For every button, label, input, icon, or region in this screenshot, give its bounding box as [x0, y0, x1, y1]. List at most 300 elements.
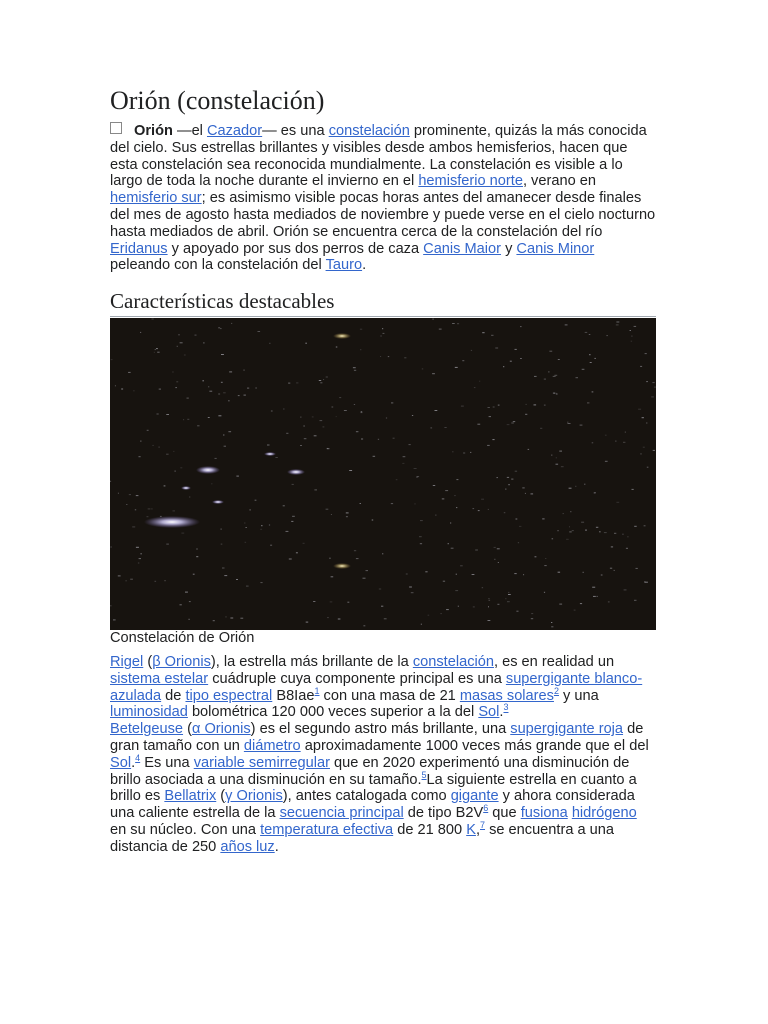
faint-star — [157, 352, 159, 353]
faint-star — [458, 606, 459, 607]
faint-star — [255, 388, 256, 389]
faint-star — [360, 349, 361, 350]
link-constelacion[interactable]: constelación — [328, 123, 410, 139]
link-sistema-estelar[interactable]: sistema estelar — [110, 670, 209, 687]
faint-star — [551, 455, 552, 456]
faint-star — [173, 510, 176, 511]
faint-star — [614, 533, 616, 534]
faint-star — [403, 456, 406, 457]
ref-5[interactable]: 5 — [421, 769, 427, 780]
faint-star — [384, 618, 387, 619]
faint-star — [646, 381, 648, 382]
faint-star — [444, 427, 446, 428]
faint-star — [420, 520, 423, 521]
faint-star — [148, 508, 151, 509]
text: . — [274, 838, 279, 855]
faint-star — [583, 572, 584, 573]
faint-star — [574, 610, 576, 611]
faint-star — [516, 519, 518, 520]
faint-star — [260, 582, 262, 583]
text: que en 2020 experimentó una disminución de brillo asociada a una disminución en su tamaño. — [110, 754, 630, 788]
faint-star — [497, 548, 500, 549]
faint-star — [568, 423, 571, 424]
faint-star — [363, 625, 365, 626]
faint-star — [319, 380, 321, 381]
faint-star — [442, 498, 445, 499]
faint-star — [304, 438, 307, 439]
link-bellatrix[interactable]: Bellatrix — [164, 788, 217, 805]
faint-star — [379, 589, 381, 590]
faint-star — [224, 446, 226, 447]
faint-star — [653, 450, 655, 451]
text: en su núcleo. Con una — [110, 821, 261, 838]
link-hemisferio-norte[interactable]: hemisferio norte — [418, 173, 523, 190]
ref-2[interactable]: 2 — [553, 685, 559, 696]
faint-star — [592, 442, 594, 443]
text: cuádruple cuya componente principal es una — [208, 670, 506, 687]
faint-star — [222, 568, 225, 569]
faint-star — [535, 556, 537, 557]
faint-star — [548, 371, 549, 372]
faint-star — [382, 553, 383, 554]
faint-star — [487, 445, 490, 446]
faint-star — [623, 442, 625, 443]
faint-star — [329, 558, 331, 559]
faint-star — [652, 382, 654, 383]
faint-star — [474, 387, 476, 388]
faint-star — [409, 444, 411, 445]
faint-star — [132, 526, 135, 527]
faint-star — [592, 587, 595, 588]
faint-star — [496, 477, 498, 478]
faint-star — [121, 389, 123, 390]
faint-star — [220, 328, 221, 329]
link-secuencia-principal[interactable]: secuencia principal — [279, 805, 404, 822]
text: . — [362, 257, 367, 274]
faint-star — [189, 497, 190, 498]
text: B8Iae — [272, 687, 315, 704]
faint-star — [472, 574, 475, 575]
faint-star — [507, 477, 509, 478]
ref-6[interactable]: 6 — [483, 803, 489, 814]
faint-star — [421, 624, 422, 625]
link-hidrogeno[interactable]: hidrógeno — [571, 805, 637, 822]
link-supergigante-blanco-azulada[interactable]: supergigante blanco-azulada — [110, 670, 643, 704]
faint-star — [531, 613, 533, 614]
ref-1[interactable]: 1 — [314, 685, 320, 696]
faint-star — [575, 486, 576, 487]
faint-star — [647, 467, 649, 468]
text: . — [499, 704, 504, 721]
link-tipo-espectral[interactable]: tipo espectral — [185, 687, 273, 704]
faint-star — [439, 329, 442, 330]
link-betelgeuse[interactable]: Betelgeuse — [110, 721, 184, 738]
faint-star — [314, 489, 317, 490]
link-cazador[interactable]: Cazador — [206, 123, 263, 139]
faint-star — [339, 397, 341, 398]
faint-star — [544, 565, 546, 566]
faint-star — [488, 606, 489, 607]
link-sol-2[interactable]: Sol — [110, 754, 132, 771]
faint-star — [542, 518, 544, 519]
faint-star — [383, 333, 385, 334]
faint-star — [482, 587, 483, 588]
link-constelacion-2[interactable]: constelación — [412, 654, 494, 670]
star — [333, 333, 351, 339]
faint-star — [223, 435, 224, 436]
faint-star — [373, 456, 376, 457]
faint-star — [320, 420, 323, 421]
faint-star — [139, 558, 141, 559]
faint-star — [292, 484, 294, 485]
faint-star — [330, 601, 333, 602]
faint-star — [152, 445, 153, 446]
faint-star — [208, 386, 209, 387]
faint-star — [493, 407, 495, 408]
faint-star — [654, 387, 656, 388]
faint-star — [625, 432, 626, 433]
faint-star — [584, 484, 585, 485]
faint-star — [255, 500, 257, 501]
faint-star — [228, 400, 230, 401]
faint-star — [417, 476, 420, 477]
faint-star — [159, 447, 160, 448]
faint-star — [498, 405, 500, 406]
faint-star — [594, 358, 596, 359]
orion-photo — [110, 318, 656, 630]
text: de — [161, 687, 186, 704]
faint-star — [135, 509, 136, 510]
faint-star — [488, 407, 490, 408]
faint-star — [133, 390, 134, 391]
faint-star — [599, 531, 601, 532]
faint-star — [608, 601, 610, 602]
link-canis-minor[interactable]: Canis Minor — [516, 240, 595, 257]
intro-bold-term: Orión — [134, 123, 173, 139]
faint-star — [534, 404, 537, 405]
faint-star — [246, 527, 247, 528]
faint-star — [354, 370, 356, 371]
link-diametro[interactable]: diámetro — [243, 737, 301, 754]
link-fusiona[interactable]: fusiona — [520, 805, 568, 822]
faint-star — [118, 493, 119, 494]
faint-star — [128, 372, 131, 373]
faint-star — [354, 404, 355, 405]
text: ( — [216, 788, 226, 805]
faint-star — [456, 574, 457, 575]
faint-star — [218, 394, 220, 395]
faint-star — [563, 513, 564, 514]
text: ; es asimismo visible pocas horas antes del amanecer desde finales del mes de agosto hasta mediados de noviembre y puede verse en el cielo nocturno hasta mediados de abril. Orión se encuentra cerca de la constelación del río — [110, 190, 656, 240]
faint-star — [425, 571, 427, 572]
faint-star — [346, 516, 348, 517]
faint-star — [587, 402, 589, 403]
faint-star — [528, 449, 530, 450]
faint-star — [247, 388, 249, 389]
faint-star — [460, 565, 463, 566]
faint-star — [147, 430, 149, 431]
faint-star — [491, 335, 493, 336]
faint-star — [511, 423, 514, 424]
faint-star — [331, 514, 332, 515]
star — [264, 452, 276, 456]
faint-star — [522, 487, 524, 488]
faint-star — [531, 493, 534, 494]
faint-star — [644, 525, 646, 526]
text: aproximadamente 1000 veces más grande que el del — [300, 737, 649, 754]
text: — es una — [262, 123, 329, 139]
text: ) es el segundo astro más brillante, una — [250, 721, 511, 738]
faint-star — [356, 558, 359, 559]
faint-star — [221, 382, 223, 383]
faint-star — [440, 613, 441, 614]
text: de gran tamaño con un — [110, 721, 644, 754]
text: ), la estrella más brillante de la — [210, 654, 413, 670]
star — [181, 486, 191, 490]
link-supergigante-roja[interactable]: supergigante roja — [510, 721, 624, 738]
faint-star — [213, 620, 215, 621]
faint-star — [523, 574, 524, 575]
faint-star — [534, 376, 537, 377]
faint-star — [189, 619, 190, 620]
faint-star — [471, 350, 472, 351]
faint-star — [638, 409, 641, 410]
faint-star — [489, 600, 491, 601]
ref-4[interactable]: 4 — [135, 752, 141, 763]
link-masas-solares[interactable]: masas solares — [459, 687, 554, 704]
faint-star — [470, 452, 471, 453]
faint-star — [580, 603, 582, 604]
faint-star — [180, 467, 182, 468]
link-rigel[interactable]: Rigel — [110, 654, 144, 670]
faint-star — [323, 379, 324, 380]
faint-star — [610, 568, 612, 569]
text: y apoyado por sus dos perros de caza — [167, 240, 424, 257]
faint-star — [320, 382, 322, 383]
faint-star — [261, 525, 262, 526]
faint-star — [111, 359, 113, 360]
faint-star — [515, 349, 517, 350]
faint-star — [558, 572, 561, 573]
text: con una masa de 21 — [319, 687, 460, 704]
faint-star — [473, 606, 475, 607]
faint-star — [566, 539, 569, 540]
faint-star — [354, 550, 356, 551]
faint-star — [508, 592, 509, 593]
text: bolométrica 120 000 veces superior a la del — [187, 704, 479, 721]
text: de tipo B2V — [403, 805, 484, 822]
faint-star — [455, 367, 458, 368]
faint-star — [382, 328, 383, 329]
faint-star — [592, 391, 594, 392]
link-anos-luz[interactable]: años luz — [220, 838, 275, 855]
faint-star — [626, 548, 628, 549]
link-temperatura-efectiva[interactable]: temperatura efectiva — [260, 821, 394, 838]
link-gigante[interactable]: gigante — [450, 788, 499, 805]
faint-star — [461, 406, 464, 407]
faint-star — [488, 509, 489, 510]
faint-star — [567, 422, 568, 423]
faint-star — [110, 547, 112, 548]
faint-star — [220, 529, 222, 530]
faint-star — [244, 395, 246, 396]
faint-star — [482, 332, 484, 333]
star — [287, 469, 305, 475]
faint-star — [525, 414, 527, 415]
faint-star — [455, 590, 458, 591]
faint-star — [478, 510, 480, 511]
faint-star — [202, 380, 204, 381]
faint-star — [267, 445, 270, 446]
faint-star — [443, 581, 445, 582]
faint-star — [177, 346, 178, 347]
faint-star — [338, 619, 341, 620]
body-paragraph — [110, 654, 656, 856]
faint-star — [215, 458, 217, 459]
faint-star — [356, 431, 359, 432]
faint-star — [630, 330, 631, 331]
faint-star — [631, 341, 632, 342]
faint-star — [159, 389, 161, 390]
link-kelvin[interactable]: K — [466, 821, 476, 838]
faint-star — [140, 332, 141, 333]
text: Es una — [140, 754, 194, 771]
faint-star — [275, 457, 277, 458]
faint-star — [230, 618, 233, 619]
faint-star — [511, 479, 513, 480]
faint-star — [616, 324, 619, 325]
faint-star — [332, 407, 334, 408]
faint-star — [632, 489, 634, 490]
faint-star — [361, 439, 363, 440]
link-canis-maior[interactable]: Canis Maior — [423, 240, 502, 257]
faint-star — [488, 620, 491, 621]
faint-star — [589, 354, 591, 355]
link-beta-orionis[interactable]: β Orionis — [152, 654, 211, 670]
faint-star — [514, 573, 516, 574]
faint-star — [229, 371, 232, 372]
faint-star — [616, 322, 619, 323]
faint-star — [430, 427, 432, 428]
faint-star — [544, 592, 545, 593]
faint-star — [477, 424, 480, 425]
faint-star — [457, 323, 459, 324]
faint-star — [244, 523, 245, 524]
faint-star — [154, 352, 155, 353]
faint-star — [544, 405, 546, 406]
faint-star — [636, 568, 638, 569]
faint-star — [286, 433, 288, 434]
link-sol[interactable]: Sol — [478, 704, 500, 721]
faint-star — [209, 391, 212, 392]
faint-star — [435, 410, 438, 411]
faint-star — [616, 502, 619, 503]
faint-star — [445, 490, 448, 491]
faint-star — [604, 532, 607, 533]
link-eridanus[interactable]: Eridanus — [110, 240, 168, 257]
faint-star — [497, 604, 499, 605]
faint-star — [393, 438, 395, 439]
faint-star — [601, 575, 603, 576]
faint-star — [556, 457, 557, 458]
faint-star — [585, 332, 588, 333]
text: ), antes catalogada como — [282, 788, 451, 805]
link-tauro[interactable]: Tauro — [325, 257, 363, 274]
faint-star — [296, 552, 298, 553]
faint-star — [164, 580, 166, 581]
faint-star — [228, 431, 231, 432]
ref-3[interactable]: 3 — [503, 702, 509, 713]
faint-star — [552, 538, 554, 539]
faint-star — [175, 387, 177, 388]
faint-star — [305, 343, 307, 344]
faint-star — [551, 622, 552, 623]
faint-star — [412, 415, 413, 416]
text: se encuentra a una distancia de 250 — [110, 821, 615, 855]
faint-star — [646, 423, 647, 424]
text: , — [475, 821, 480, 838]
faint-star — [136, 495, 139, 496]
faint-star — [540, 428, 542, 429]
faint-star — [606, 335, 608, 336]
faint-star — [140, 553, 142, 554]
faint-star — [456, 479, 458, 480]
faint-star — [270, 545, 272, 546]
faint-star — [300, 417, 301, 418]
text: y una — [558, 687, 599, 704]
faint-star — [409, 587, 412, 588]
faint-star — [549, 351, 552, 352]
link-alpha-orionis[interactable]: α Orionis — [191, 721, 251, 738]
faint-star — [231, 323, 232, 324]
faint-star — [559, 451, 562, 452]
faint-star — [196, 549, 198, 550]
faint-star — [386, 418, 387, 419]
faint-star — [336, 416, 337, 417]
link-gamma-orionis[interactable]: γ Orionis — [225, 788, 283, 805]
faint-star — [236, 476, 239, 477]
image-caption: Constelación de Orión — [110, 630, 255, 646]
faint-star — [151, 508, 153, 509]
faint-star — [452, 323, 455, 324]
faint-star — [166, 414, 169, 415]
faint-star — [155, 349, 156, 350]
faint-star — [271, 411, 273, 412]
faint-star — [642, 417, 644, 418]
ref-7[interactable]: 7 — [480, 820, 486, 831]
faint-star — [645, 353, 647, 354]
faint-star — [611, 546, 613, 547]
faint-star — [498, 562, 499, 563]
faint-star — [166, 544, 169, 545]
faint-star — [544, 379, 546, 380]
text: de 21 800 — [393, 821, 467, 838]
faint-star — [172, 372, 174, 373]
faint-star — [624, 589, 627, 590]
faint-star — [643, 447, 645, 448]
faint-star — [581, 522, 584, 523]
faint-star — [303, 543, 305, 544]
link-variable-semirregular[interactable]: variable semirregular — [193, 754, 330, 771]
link-hemisferio-sur[interactable]: hemisferio sur — [110, 190, 202, 207]
faint-star — [291, 521, 293, 522]
faint-star — [525, 493, 526, 494]
faint-star — [360, 329, 362, 330]
link-luminosidad[interactable]: luminosidad — [110, 704, 188, 721]
faint-star — [507, 424, 510, 425]
star — [212, 500, 224, 504]
faint-star — [300, 445, 302, 446]
